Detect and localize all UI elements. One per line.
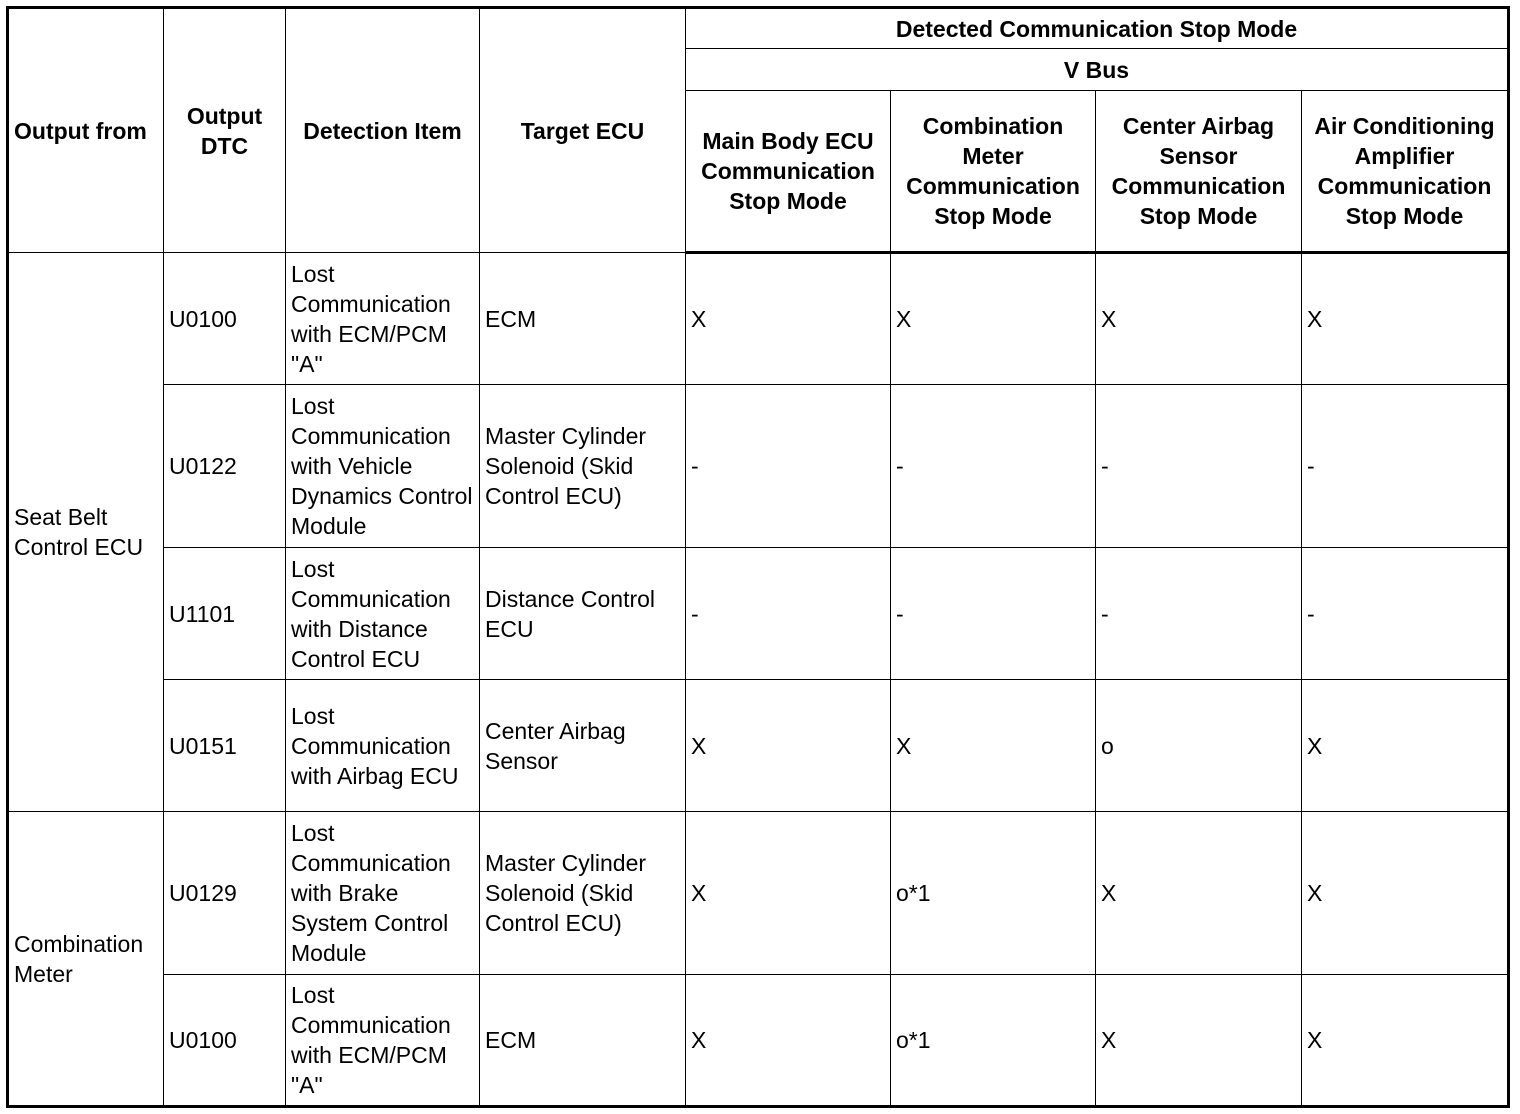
header-output-from: Output from: [8, 8, 164, 253]
detection-item-cell: Lost Communication with Distance Control ECU: [286, 548, 480, 680]
mode-cell: -: [686, 385, 891, 548]
mode-cell: X: [1096, 253, 1302, 385]
target-ecu-cell: Center Airbag Sensor: [480, 680, 686, 812]
header-detection-item: Detection Item: [286, 8, 480, 253]
dtc-cell: U1101: [164, 548, 286, 680]
header-output-dtc: Output DTC: [164, 8, 286, 253]
detection-item-cell: Lost Communication with Brake System Control Module: [286, 812, 480, 975]
dtc-communication-stop-table: [6, 6, 1510, 1108]
table-row: [8, 812, 1509, 975]
target-ecu-cell: ECM: [480, 253, 686, 385]
target-ecu-cell: Distance Control ECU: [480, 548, 686, 680]
mode-cell: X: [1302, 975, 1509, 1107]
mode-cell: X: [891, 680, 1096, 812]
detection-item-cell: Lost Communication with ECM/PCM "A": [286, 253, 480, 385]
header-mode-combination-meter: Combination Meter Communication Stop Mode: [891, 91, 1096, 253]
header-mode-air-conditioning-amplifier: Air Conditioning Amplifier Communication Stop Mode: [1302, 91, 1509, 253]
mode-cell: X: [1302, 253, 1509, 385]
mode-cell: X: [686, 680, 891, 812]
detection-item-cell: Lost Communication with ECM/PCM "A": [286, 975, 480, 1107]
mode-cell: X: [686, 975, 891, 1107]
target-ecu-cell: Master Cylinder Solenoid (Skid Control ECU): [480, 812, 686, 975]
header-v-bus: V Bus: [686, 49, 1509, 91]
mode-cell: X: [1096, 812, 1302, 975]
mode-cell: o: [1096, 680, 1302, 812]
dtc-cell: U0122: [164, 385, 286, 548]
dtc-cell: U0151: [164, 680, 286, 812]
detection-item-cell: Lost Communication with Airbag ECU: [286, 680, 480, 812]
mode-cell: X: [1096, 975, 1302, 1107]
mode-cell: -: [1302, 548, 1509, 680]
mode-cell: -: [1302, 385, 1509, 548]
dtc-cell: U0129: [164, 812, 286, 975]
table-row: [8, 253, 1509, 385]
output-from-cell: Combination Meter: [8, 812, 164, 1107]
mode-cell: -: [891, 385, 1096, 548]
mode-cell: X: [891, 253, 1096, 385]
header-detected-communication-stop-mode: Detected Communication Stop Mode: [686, 8, 1509, 49]
header-mode-main-body-ecu: Main Body ECU Communication Stop Mode: [686, 91, 891, 253]
mode-cell: X: [686, 253, 891, 385]
table-row: [8, 385, 1509, 548]
mode-cell: X: [1302, 680, 1509, 812]
target-ecu-cell: Master Cylinder Solenoid (Skid Control ECU): [480, 385, 686, 548]
mode-cell: -: [1096, 385, 1302, 548]
mode-cell: -: [891, 548, 1096, 680]
output-from-cell: Seat Belt Control ECU: [8, 253, 164, 812]
table-row: [8, 975, 1509, 1107]
dtc-cell: U0100: [164, 253, 286, 385]
mode-cell: X: [686, 812, 891, 975]
mode-cell: o*1: [891, 975, 1096, 1107]
header-target-ecu: Target ECU: [480, 8, 686, 253]
mode-cell: -: [1096, 548, 1302, 680]
target-ecu-cell: ECM: [480, 975, 686, 1107]
mode-cell: o*1: [891, 812, 1096, 975]
dtc-cell: U0100: [164, 975, 286, 1107]
table-row: [8, 548, 1509, 680]
detection-item-cell: Lost Communication with Vehicle Dynamics Control Module: [286, 385, 480, 548]
mode-cell: -: [686, 548, 891, 680]
table-row: [8, 680, 1509, 812]
header-mode-center-airbag-sensor: Center Airbag Sensor Communication Stop Mode: [1096, 91, 1302, 253]
mode-cell: X: [1302, 812, 1509, 975]
